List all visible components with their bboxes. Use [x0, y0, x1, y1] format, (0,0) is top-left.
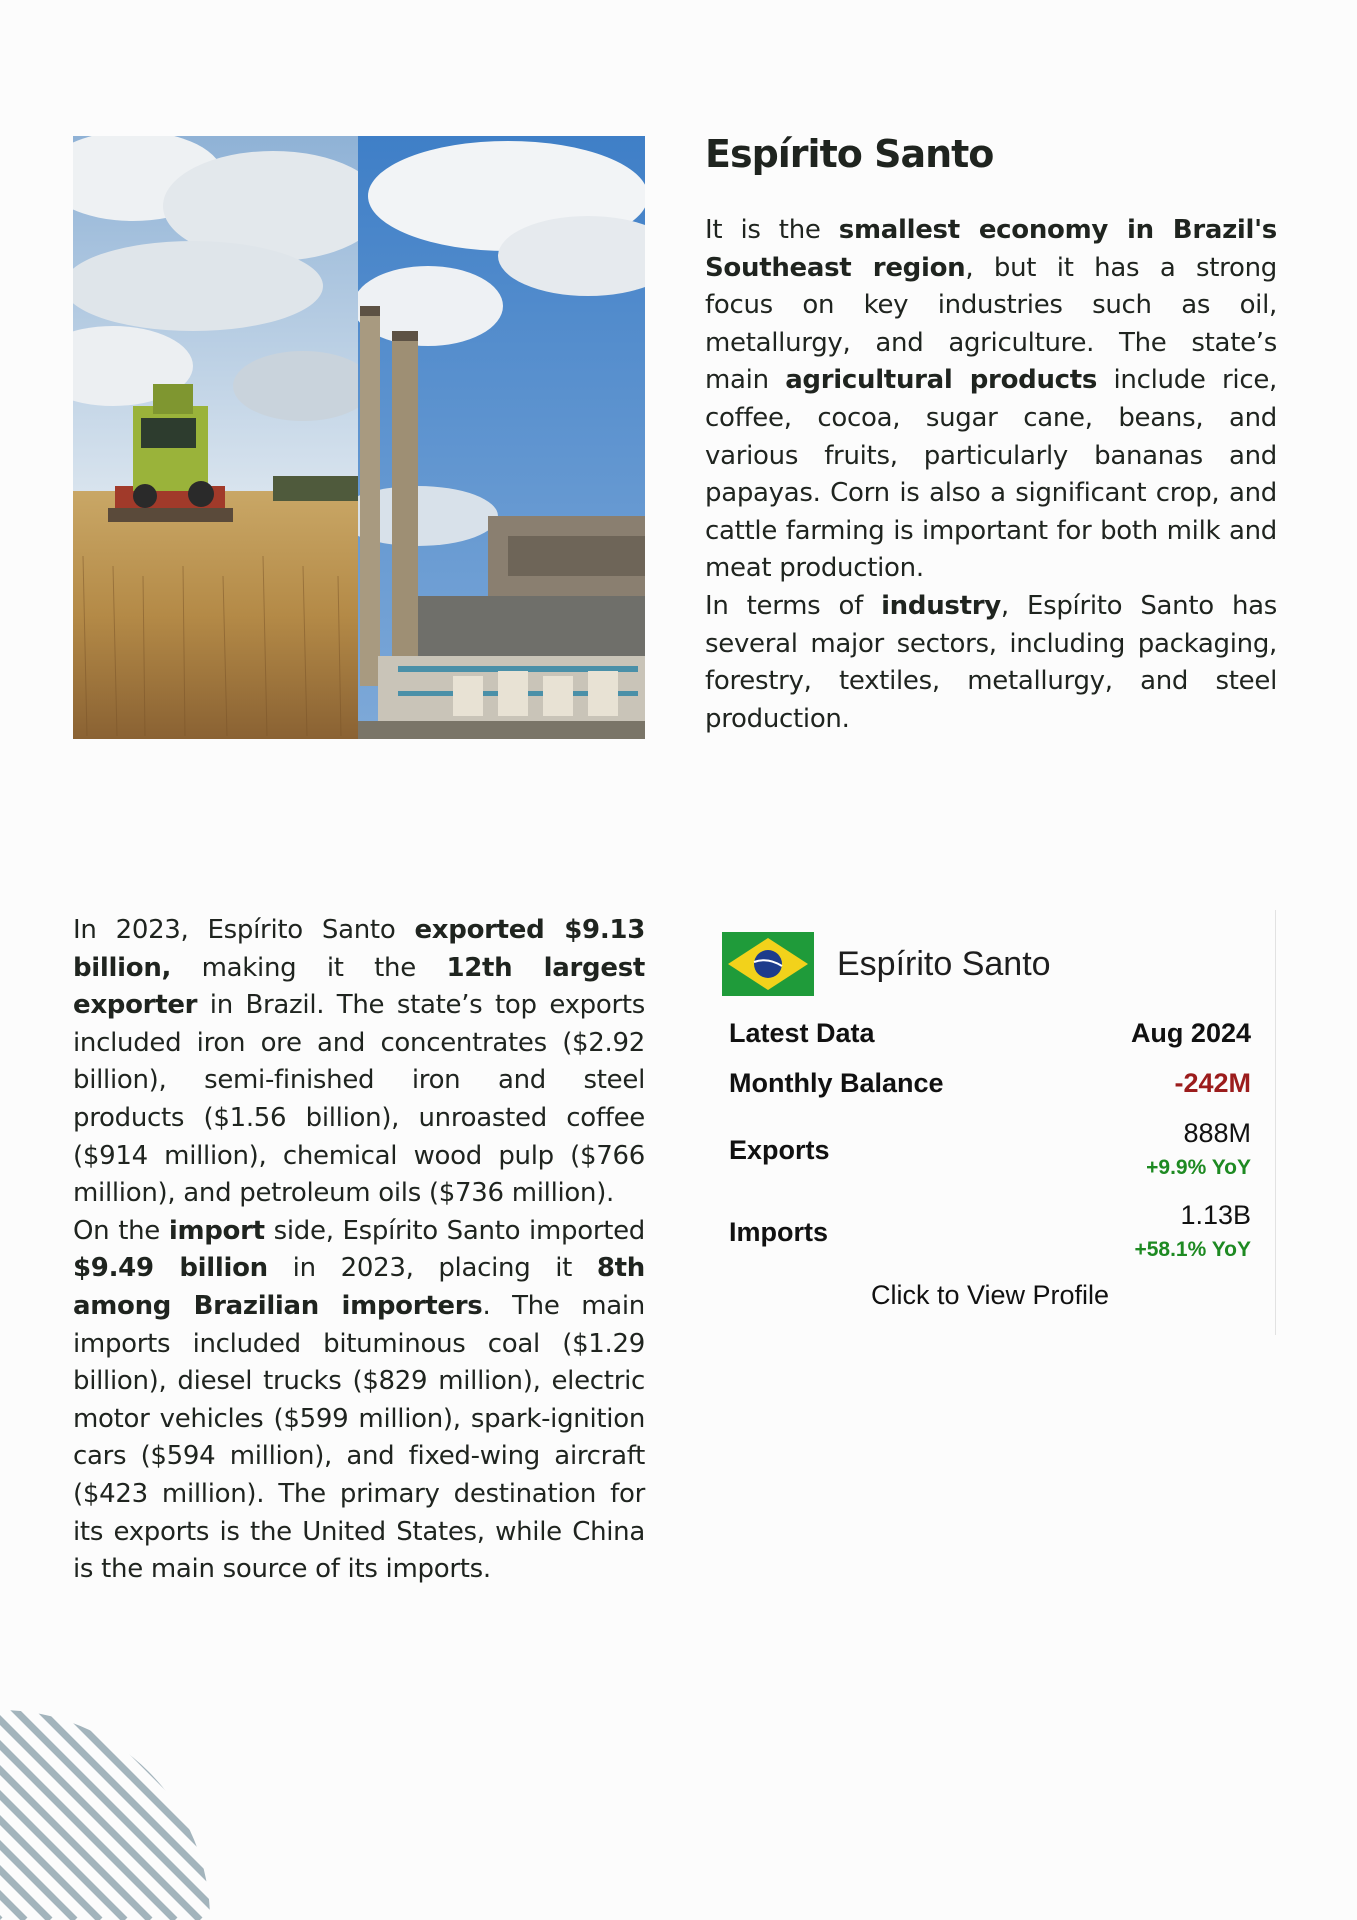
brazil-flag-icon — [722, 932, 814, 996]
text-run: making it the — [171, 952, 447, 983]
text-run: It is the — [705, 215, 839, 245]
decorative-stripes — [0, 1650, 210, 1920]
latest-data-label: Latest Data — [729, 1018, 875, 1048]
text-run: . The main imports included bituminous coal ($1.29 billion), diesel trucks ($829 million), electric motor vehicles ($599 million), spark-ignition cars ($594 million), and fixed-wing aircraft ($423 million). The primary destination for its exports is the United States, while China is the main source of its imports. — [73, 1290, 645, 1585]
trade-text — [73, 912, 645, 1589]
text-run: in 2023, placing it — [267, 1253, 597, 1284]
industrial-plant-photo — [358, 136, 645, 739]
emphasis-text: industry — [881, 590, 1001, 621]
widget-state-name: Espírito Santo — [837, 944, 1051, 983]
intro-paragraph-1 — [705, 212, 1277, 588]
imports-value: 1.13B — [1180, 1200, 1251, 1230]
exports-paragraph — [73, 912, 645, 1213]
emphasis-text: import — [168, 1215, 265, 1246]
trade-profile-widget[interactable] — [705, 910, 1276, 1335]
imports-paragraph — [73, 1213, 645, 1589]
intro-text — [705, 212, 1277, 738]
text-run: In 2023, Espírito Santo — [73, 915, 415, 945]
exports-value: 888M — [1183, 1118, 1251, 1148]
emphasis-text: agricultural products — [785, 365, 1098, 396]
harvester-photo — [73, 136, 359, 739]
imports-yoy: +58.1% YoY — [1134, 1238, 1251, 1261]
text-run: side, Espírito Santo imported — [264, 1215, 645, 1246]
text-run: , Espírito Santo has several major sectors, including packaging, forestry, textiles, metallurgy, and steel production. — [705, 590, 1277, 734]
emphasis-text: 12th largest exporter — [73, 952, 645, 1021]
harvester-image — [73, 136, 359, 739]
monthly-balance-label: Monthly Balance — [729, 1068, 944, 1098]
imports-label: Imports — [729, 1217, 829, 1247]
text-run: include rice, coffee, cocoa, sugar cane, beans, and various fruits, particularly bananas and papayas. Corn is also a significant crop, and cattle farming is important for both milk and meat production. — [705, 365, 1277, 584]
text-run: in Brazil. The state’s top exports included iron ore and concentrates ($2.92 billion), semi-finished iron and steel products ($1.56 billion), unroasted coffee ($914 million), chemical wood pulp ($766 million), and petroleum oils ($736 million). — [73, 990, 645, 1209]
text-run: On the — [73, 1215, 169, 1246]
monthly-balance-value: -242M — [1174, 1068, 1251, 1098]
factory-image — [358, 136, 645, 739]
emphasis-text: smallest economy in Brazil's Southeast region — [705, 215, 1277, 283]
text-run: , but it has a strong focus on key industries such as oil, metallurgy, and agriculture. The state’s main — [705, 252, 1277, 396]
page-title: Espírito Santo — [705, 132, 994, 176]
exports-label: Exports — [729, 1135, 830, 1165]
emphasis-text: exported $9.13 billion, — [73, 915, 646, 983]
emphasis-text: 8th among Brazilian importers — [73, 1253, 645, 1321]
widget-header — [722, 932, 1051, 996]
emphasis-text: $9.49 billion — [73, 1253, 268, 1284]
latest-data-value: Aug 2024 — [1130, 1018, 1251, 1048]
exports-yoy: +9.9% YoY — [1146, 1156, 1251, 1179]
view-profile-link[interactable]: Click to View Profile — [870, 1280, 1110, 1310]
text-run: In terms of — [705, 590, 882, 621]
intro-paragraph-2 — [705, 588, 1277, 738]
